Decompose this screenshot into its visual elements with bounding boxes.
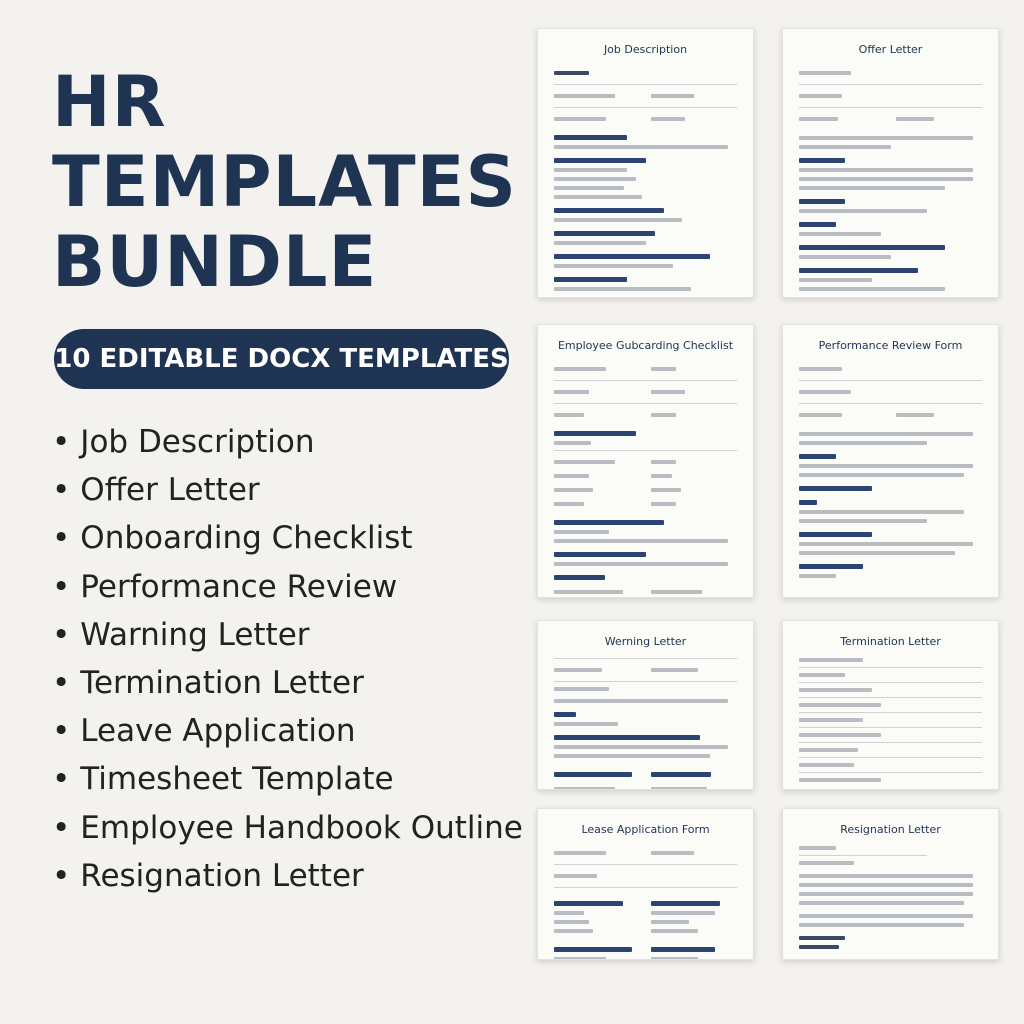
preview-job-description bbox=[537, 28, 754, 298]
list-item: • Resignation Letter bbox=[52, 852, 523, 900]
preview-body bbox=[783, 66, 998, 291]
preview-title: Offer Letter bbox=[858, 43, 923, 56]
preview-title: Employee Gubcarding Checklist bbox=[557, 339, 734, 352]
preview-title: Werning Letter bbox=[604, 635, 687, 648]
list-item: • Job Description bbox=[52, 418, 523, 466]
preview-offer-letter bbox=[782, 28, 999, 298]
list-item: • Performance Review bbox=[52, 563, 523, 611]
preview-body bbox=[538, 362, 753, 598]
template-list bbox=[52, 418, 523, 900]
preview-title: Job Description bbox=[603, 43, 688, 56]
list-item: • Termination Letter bbox=[52, 659, 523, 707]
list-item: • Warning Letter bbox=[52, 611, 523, 659]
preview-onboarding-checklist bbox=[537, 324, 754, 598]
preview-title: Termination Letter bbox=[840, 635, 941, 648]
preview-body bbox=[783, 658, 998, 782]
list-item: • Offer Letter bbox=[52, 466, 523, 514]
templates-count-badge: 10 EDITABLE DOCX TEMPLATES bbox=[54, 329, 509, 389]
preview-termination-letter bbox=[782, 620, 999, 790]
preview-resignation-letter bbox=[782, 808, 999, 960]
preview-warning-letter bbox=[537, 620, 754, 790]
preview-body bbox=[783, 846, 998, 949]
preview-title: Performance Review Form bbox=[818, 339, 963, 352]
title-line-2: TEMPLATES bbox=[52, 141, 517, 223]
preview-title: Resignation Letter bbox=[840, 823, 941, 836]
preview-title: Lease Application Form bbox=[581, 823, 710, 836]
title-line-1: HR bbox=[52, 61, 167, 143]
list-item: • Onboarding Checklist bbox=[52, 514, 523, 562]
title-line-3: BUNDLE bbox=[52, 221, 378, 303]
preview-leave-application bbox=[537, 808, 754, 960]
preview-body bbox=[783, 362, 998, 578]
list-item: • Employee Handbook Outline bbox=[52, 804, 523, 852]
preview-body bbox=[538, 846, 753, 960]
preview-body bbox=[538, 66, 753, 291]
preview-performance-review bbox=[782, 324, 999, 598]
page-title bbox=[52, 62, 517, 302]
preview-body bbox=[538, 658, 753, 790]
list-item: • Leave Application bbox=[52, 707, 523, 755]
list-item: • Timesheet Template bbox=[52, 755, 523, 803]
